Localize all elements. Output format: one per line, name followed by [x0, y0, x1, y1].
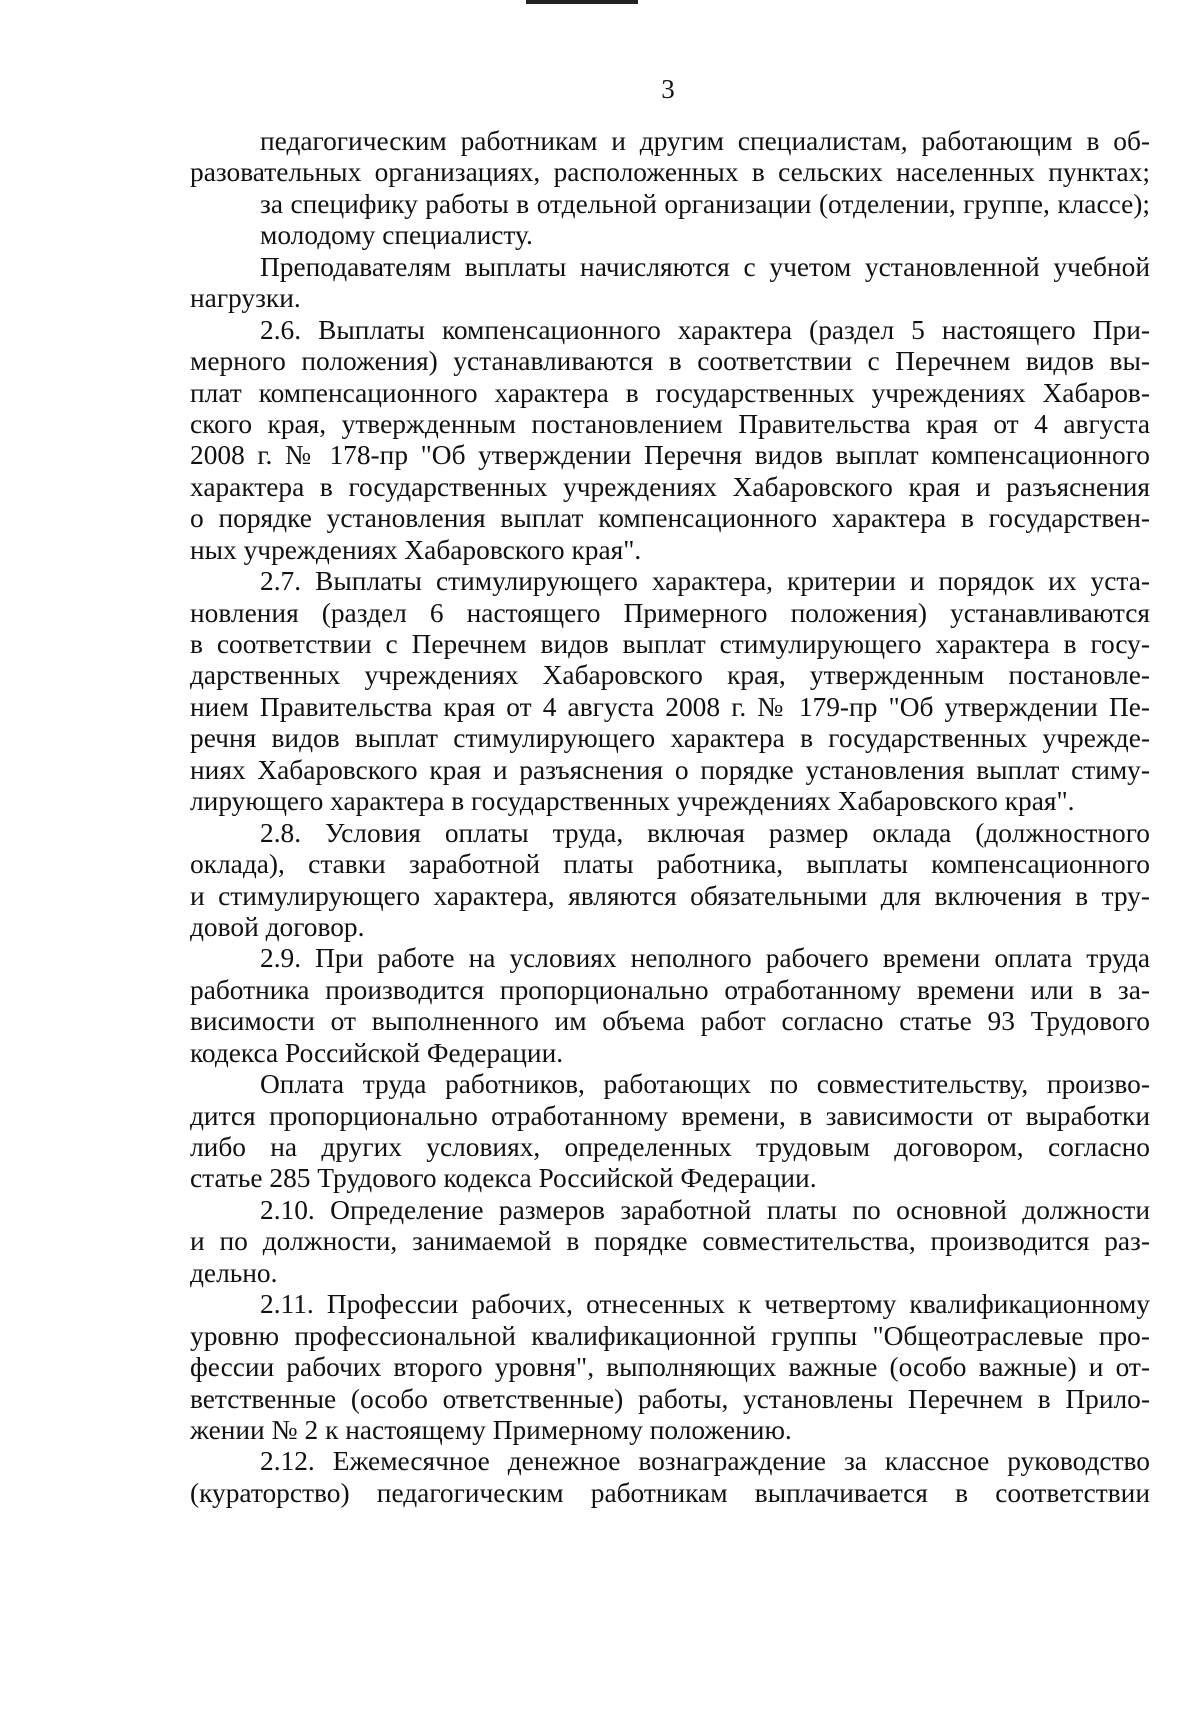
text-line: 2.7. Выплаты стимулирующего характера, критерии и порядок их уста- [260, 566, 1150, 597]
text-line: либо на других условиях, определенных трудовым договором, согласно [190, 1132, 1150, 1162]
text-line: и стимулирующего характера, являются обязательными для включения в тру- [190, 880, 1150, 911]
text-line: педагогическим работникам и другим специалистам, работающим в об- [260, 126, 1150, 156]
text-line: 2.11. Профессии рабочих, отнесенных к четвертому квалификационному [260, 1289, 1150, 1320]
text-line: молодому специалисту. [260, 220, 533, 251]
scan-top-mark [526, 0, 638, 4]
document-body [190, 126, 1150, 1509]
text-line: новления (раздел 6 настоящего Примерного положения) устанавливаются [190, 597, 1150, 628]
text-line: Преподавателям выплаты начисляются с учетом установленной учебной [260, 251, 1150, 282]
text-line: о порядке установления выплат компенсационного характера в государствен- [190, 503, 1150, 534]
text-line: 2.8. Условия оплаты труда, включая размер оклада (должностного [260, 817, 1150, 848]
text-line: 2.10. Определение размеров заработной платы по основной должности [260, 1194, 1150, 1225]
text-line: жении № 2 к настоящему Примерному положению. [190, 1414, 792, 1445]
text-line: 2.12. Ежемесячное денежное вознаграждение за классное руководство [260, 1446, 1150, 1477]
text-line: речня видов выплат стимулирующего характера в государственных учрежде- [190, 723, 1150, 754]
text-line: дарственных учреждениях Хабаровского края, утвержденным постановле- [190, 660, 1150, 691]
text-line: ветственные (особо ответственные) работы, установлены Перечнем в Прило- [190, 1383, 1150, 1414]
text-line: кодекса Российской Федерации. [190, 1037, 564, 1068]
text-line: за специфику работы в отдельной организации (отделении, группе, классе); [260, 188, 1150, 219]
text-line: ных учреждениях Хабаровского края". [190, 534, 642, 565]
text-line: 2008 г. № 178-пр "Об утверждении Перечня видов выплат компенсационного [190, 440, 1150, 471]
text-line: 2.9. При работе на условиях неполного рабочего времени оплата труда [260, 943, 1150, 974]
text-line: лирующего характера в государственных учреждениях Хабаровского края". [190, 786, 1075, 817]
text-line: нием Правительства края от 4 августа 2008 г. № 179-пр "Об утверждении Пе- [190, 691, 1150, 722]
text-line: нагрузки. [190, 283, 301, 314]
text-line: Оплата труда работников, работающих по совместительству, произво- [260, 1069, 1150, 1100]
text-line: статье 285 Трудового кодекса Российской Федерации. [190, 1163, 817, 1194]
text-line: работника производится пропорционально отработанному времени или в за- [190, 974, 1150, 1005]
text-line: 2.6. Выплаты компенсационного характера (раздел 5 настоящего При- [260, 314, 1150, 345]
text-line: дится пропорционально отработанному времени, в зависимости от выработки [190, 1100, 1150, 1131]
text-line: фессии рабочих второго уровня", выполняющих важные (особо важные) и от- [190, 1352, 1150, 1383]
text-line: довой договор. [190, 911, 365, 942]
text-line: (кураторство) педагогическим работникам выплачивается в соответствии [190, 1477, 1150, 1508]
text-line: мерного положения) устанавливаются в соответствии с Перечнем видов вы- [190, 346, 1150, 377]
text-line: характера в государственных учреждениях Хабаровского края и разъяснения [190, 471, 1150, 502]
text-line: уровню профессиональной квалификационной группы "Общеотраслевые про- [190, 1320, 1150, 1351]
page-number: 3 [661, 74, 675, 104]
text-line: ского края, утвержденным постановлением Правительства края от 4 августа [190, 408, 1150, 439]
text-line: и по должности, занимаемой в порядке совместительства, производится раз- [190, 1226, 1150, 1257]
text-line: плат компенсационного характера в государственных учреждениях Хабаров- [190, 377, 1150, 408]
text-line: в соответствии с Перечнем видов выплат стимулирующего характера в госу- [190, 629, 1150, 659]
text-line: дельно. [190, 1257, 278, 1288]
text-line: висимости от выполненного им объема работ согласно статье 93 Трудового [190, 1006, 1150, 1037]
text-line: разовательных организациях, расположенных в сельских населенных пунктах; [190, 157, 1150, 188]
text-line: ниях Хабаровского края и разъяснения о порядке установления выплат стиму- [190, 754, 1150, 785]
text-line: оклада), ставки заработной платы работника, выплаты компенсационного [190, 849, 1150, 880]
